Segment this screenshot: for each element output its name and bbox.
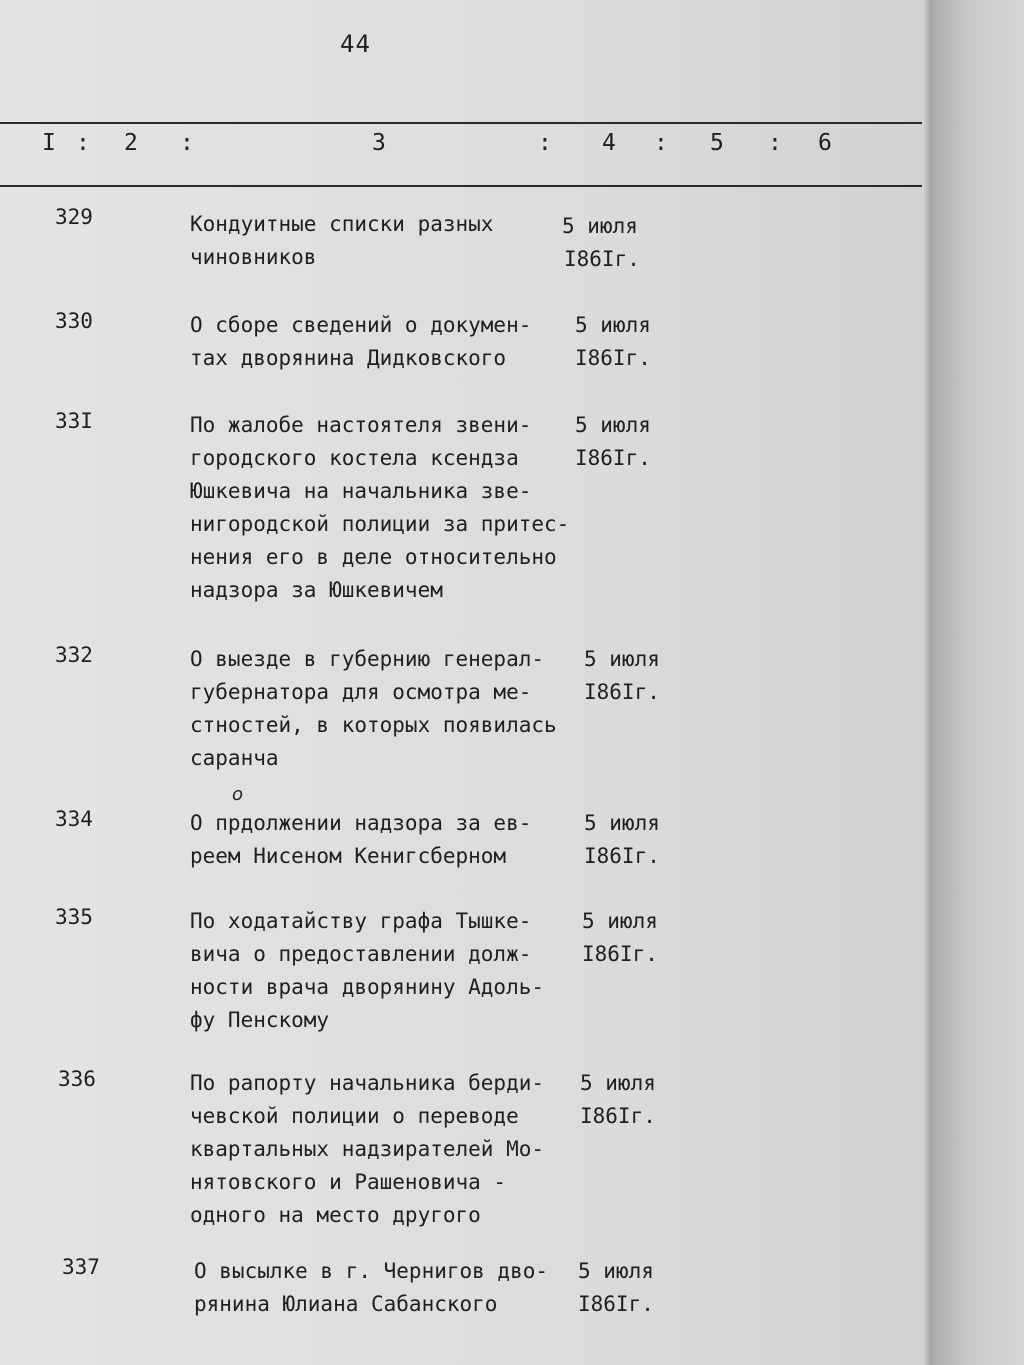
- date-year: I86Iг.: [575, 446, 651, 470]
- column-header-2: 2: [124, 130, 138, 156]
- description-line: чевской полиции о переводе: [190, 1104, 519, 1128]
- entry-description: [190, 309, 590, 375]
- description-line: О высылке в г. Чернигов дво-: [194, 1259, 549, 1283]
- description-line: Юшкевича на начальника зве-: [190, 479, 532, 503]
- description-line: нения его в деле относительно: [190, 545, 557, 569]
- entry-number: 329: [55, 205, 93, 229]
- table-header-bottom-rule: [0, 185, 922, 187]
- date-day: 5 июля: [584, 811, 660, 835]
- handwritten-correction: о: [232, 784, 244, 805]
- entry-date: [562, 210, 640, 276]
- description-line: чиновников: [190, 245, 317, 269]
- description-line: нигородской полиции за притес-: [190, 512, 570, 536]
- date-day: 5 июля: [578, 1259, 654, 1283]
- entry-description: [190, 1067, 590, 1232]
- description-line: По ходатайству графа Тышке-: [190, 909, 532, 933]
- entry-description: [190, 807, 590, 873]
- description-line: рянина Юлиана Сабанского: [194, 1292, 498, 1316]
- date-year: I86Iг.: [584, 680, 660, 704]
- description-line: О выезде в губернию генерал-: [190, 647, 545, 671]
- date-day: 5 июля: [575, 313, 651, 337]
- entry-date: [575, 309, 651, 375]
- entry-number: 336: [58, 1067, 96, 1091]
- description-line: нятовского и Рашеновича -: [190, 1170, 507, 1194]
- description-line: ности врача дворянину Адоль-: [190, 975, 545, 999]
- next-sheet-margin: [930, 0, 1024, 1365]
- entry-description: [194, 1255, 594, 1321]
- column-header-4: 4: [602, 130, 616, 156]
- column-header-1: I: [42, 130, 56, 156]
- table-header-top-rule: [0, 122, 922, 124]
- entry-number: 332: [55, 643, 93, 667]
- column-header-5: 5: [710, 130, 724, 156]
- description-line: Кондуитные списки разных: [190, 212, 494, 236]
- date-day: 5 июля: [580, 1071, 656, 1095]
- entry-date: [575, 409, 651, 475]
- column-separator: :: [654, 130, 668, 156]
- date-day: 5 июля: [584, 647, 660, 671]
- date-year: I86Iг.: [584, 844, 660, 868]
- date-day: 5 июля: [562, 214, 638, 238]
- date-year: I86Iг.: [580, 1104, 656, 1128]
- entry-date: [580, 1067, 656, 1133]
- description-line: губернатора для осмотра ме-: [190, 680, 532, 704]
- entry-date: [582, 905, 658, 971]
- date-year: I86Iг.: [575, 346, 651, 370]
- entry-description: [190, 208, 590, 274]
- column-separator: :: [180, 130, 194, 156]
- date-year: I86Iг.: [578, 1292, 654, 1316]
- entry-number: 33I: [55, 409, 93, 433]
- entry-date: [584, 807, 660, 873]
- page-number: 44: [340, 30, 371, 58]
- entry-date: [578, 1255, 654, 1321]
- column-header-6: 6: [818, 130, 832, 156]
- entry-description: [190, 905, 590, 1037]
- description-line: стностей, в которых появилась: [190, 713, 557, 737]
- entry-description: [190, 409, 590, 607]
- entry-number: 334: [55, 807, 93, 831]
- description-line: реем Нисеном Кенигсберном: [190, 844, 507, 868]
- entry-number: 337: [62, 1255, 100, 1279]
- description-line: фу Пенскому: [190, 1008, 330, 1032]
- description-line: надзора за Юшкевичем: [190, 578, 443, 602]
- description-line: одного на место другого: [190, 1203, 481, 1227]
- description-line: саранча: [190, 746, 279, 770]
- date-year: I86Iг.: [564, 247, 640, 271]
- entry-number: 335: [55, 905, 93, 929]
- column-separator: :: [76, 130, 90, 156]
- description-line: тах дворянина Дидковского: [190, 346, 507, 370]
- date-day: 5 июля: [582, 909, 658, 933]
- description-line: квартальных надзирателей Мо-: [190, 1137, 545, 1161]
- description-line: По рапорту начальника берди-: [190, 1071, 545, 1095]
- entry-date: [584, 643, 660, 709]
- date-year: I86Iг.: [582, 942, 658, 966]
- entry-number: 330: [55, 309, 93, 333]
- description-line: городского костела ксендза: [190, 446, 519, 470]
- column-separator: :: [768, 130, 782, 156]
- description-line: О сборе сведений о докумен-: [190, 313, 532, 337]
- column-separator: :: [538, 130, 552, 156]
- entry-description: [190, 643, 590, 775]
- description-line: вича о предоставлении долж-: [190, 942, 532, 966]
- description-line: По жалобе настоятеля звени-: [190, 413, 532, 437]
- date-day: 5 июля: [575, 413, 651, 437]
- column-header-3: 3: [372, 130, 386, 156]
- description-line: О прдолжении надзора за ев-: [190, 811, 532, 835]
